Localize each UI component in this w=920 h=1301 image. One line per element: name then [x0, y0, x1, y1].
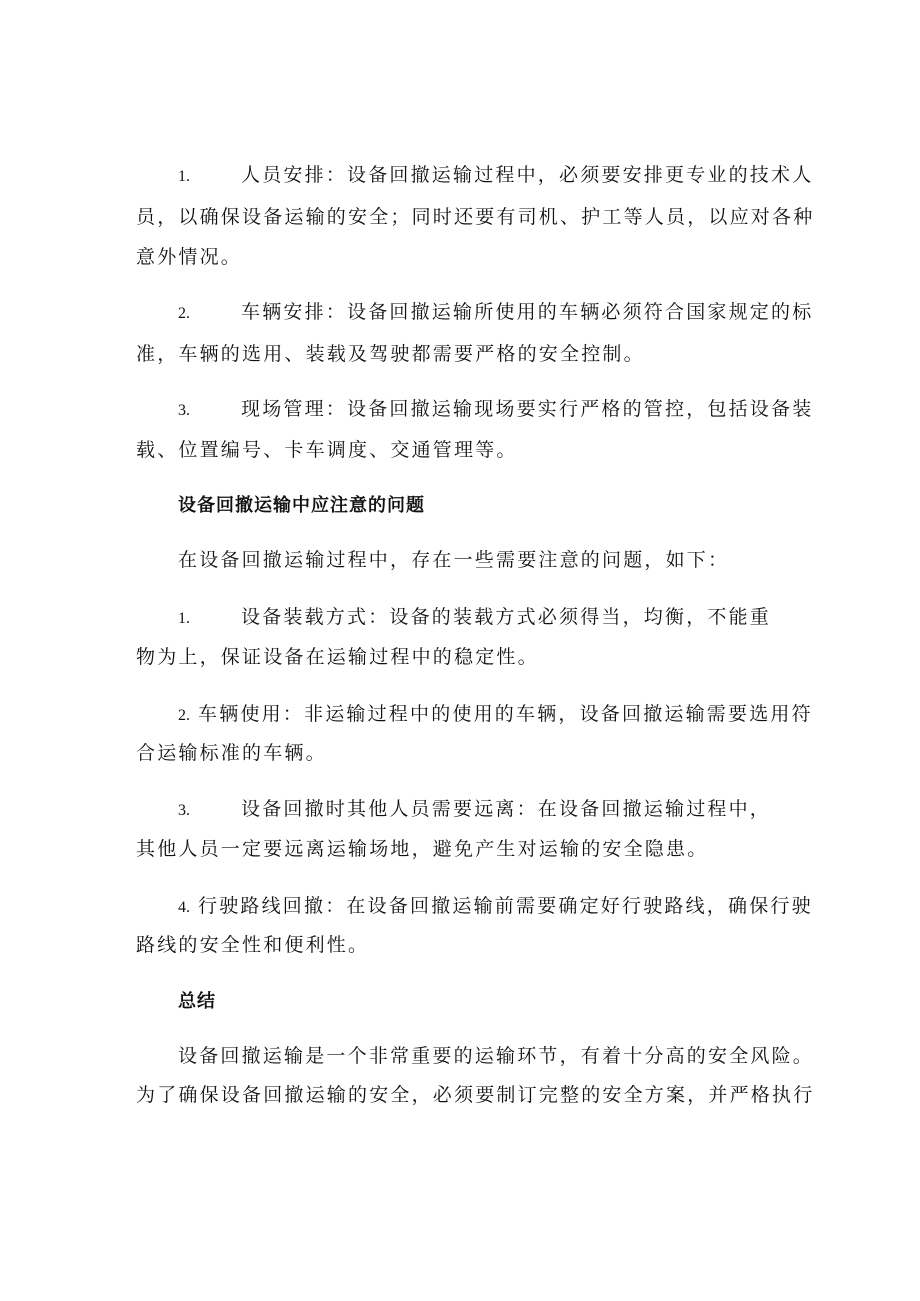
list-item-text: 车辆安排：设备回撤运输所使用的车辆必须符合国家规定的标 [241, 301, 814, 323]
list-item-text: 其他人员一定要远离运输场地，避免产生对运输的安全隐患。 [136, 838, 709, 860]
summary-heading: 总结 [178, 991, 216, 1012]
summary-paragraph: 为了确保设备回撤运输的安全，必须要制订完整的安全方案，并严格执行 [136, 1084, 815, 1106]
list-item-text: 准，车辆的选用、装载及驾驶都需要严格的安全控制。 [136, 343, 645, 365]
list-number: 2. [178, 707, 190, 724]
list-item-text: 意外情况。 [136, 246, 243, 268]
list-number: 3. [178, 402, 190, 419]
list-item-text [178, 894, 813, 920]
list-item-text: 载、位置编号、卡车调度、交通管理等。 [136, 439, 518, 461]
list-number: 2. [178, 305, 190, 322]
list-item-text: 现场管理：设备回撤运输现场要实行严格的管控，包括设备装 [241, 398, 814, 420]
list-item-text: 设备回撤时其他人员需要远离：在设备回撤运输过程中， [241, 798, 772, 820]
list-item-text: 路线的安全性和便利性。 [136, 934, 370, 956]
summary-paragraph: 设备回撤运输是一个非常重要的运输环节，有着十分高的安全风险。 [178, 1045, 815, 1067]
list-item-first-line: 行驶路线回撤：在设备回撤运输前需要确定好行驶路线，确保行驶 [198, 895, 813, 917]
list-item-text: 人员安排：设备回撤运输过程中，必须要安排更专业的技术人 [241, 164, 814, 186]
list-number: 1. [178, 610, 190, 627]
list-item-text: 合运输标准的车辆。 [136, 742, 327, 764]
list-item-text: 设备装载方式：设备的装载方式必须得当，均衡，不能重 [241, 606, 772, 628]
list-item-text [178, 702, 813, 728]
section-heading: 设备回撤运输中应注意的问题 [178, 495, 425, 516]
list-number: 4. [178, 899, 190, 916]
list-item-text: 物为上，保证设备在运输过程中的稳定性。 [136, 646, 539, 668]
list-item-text: 员，以确保设备运输的安全；同时还要有司机、护工等人员，以应对各种 [136, 206, 815, 228]
list-item-first-line: 车辆使用：非运输过程中的使用的车辆，设备回撤运输需要选用符 [198, 703, 813, 725]
intro-paragraph: 在设备回撤运输过程中，存在一些需要注意的问题，如下： [178, 549, 730, 571]
list-number: 3. [178, 802, 190, 819]
list-number: 1. [178, 168, 190, 185]
